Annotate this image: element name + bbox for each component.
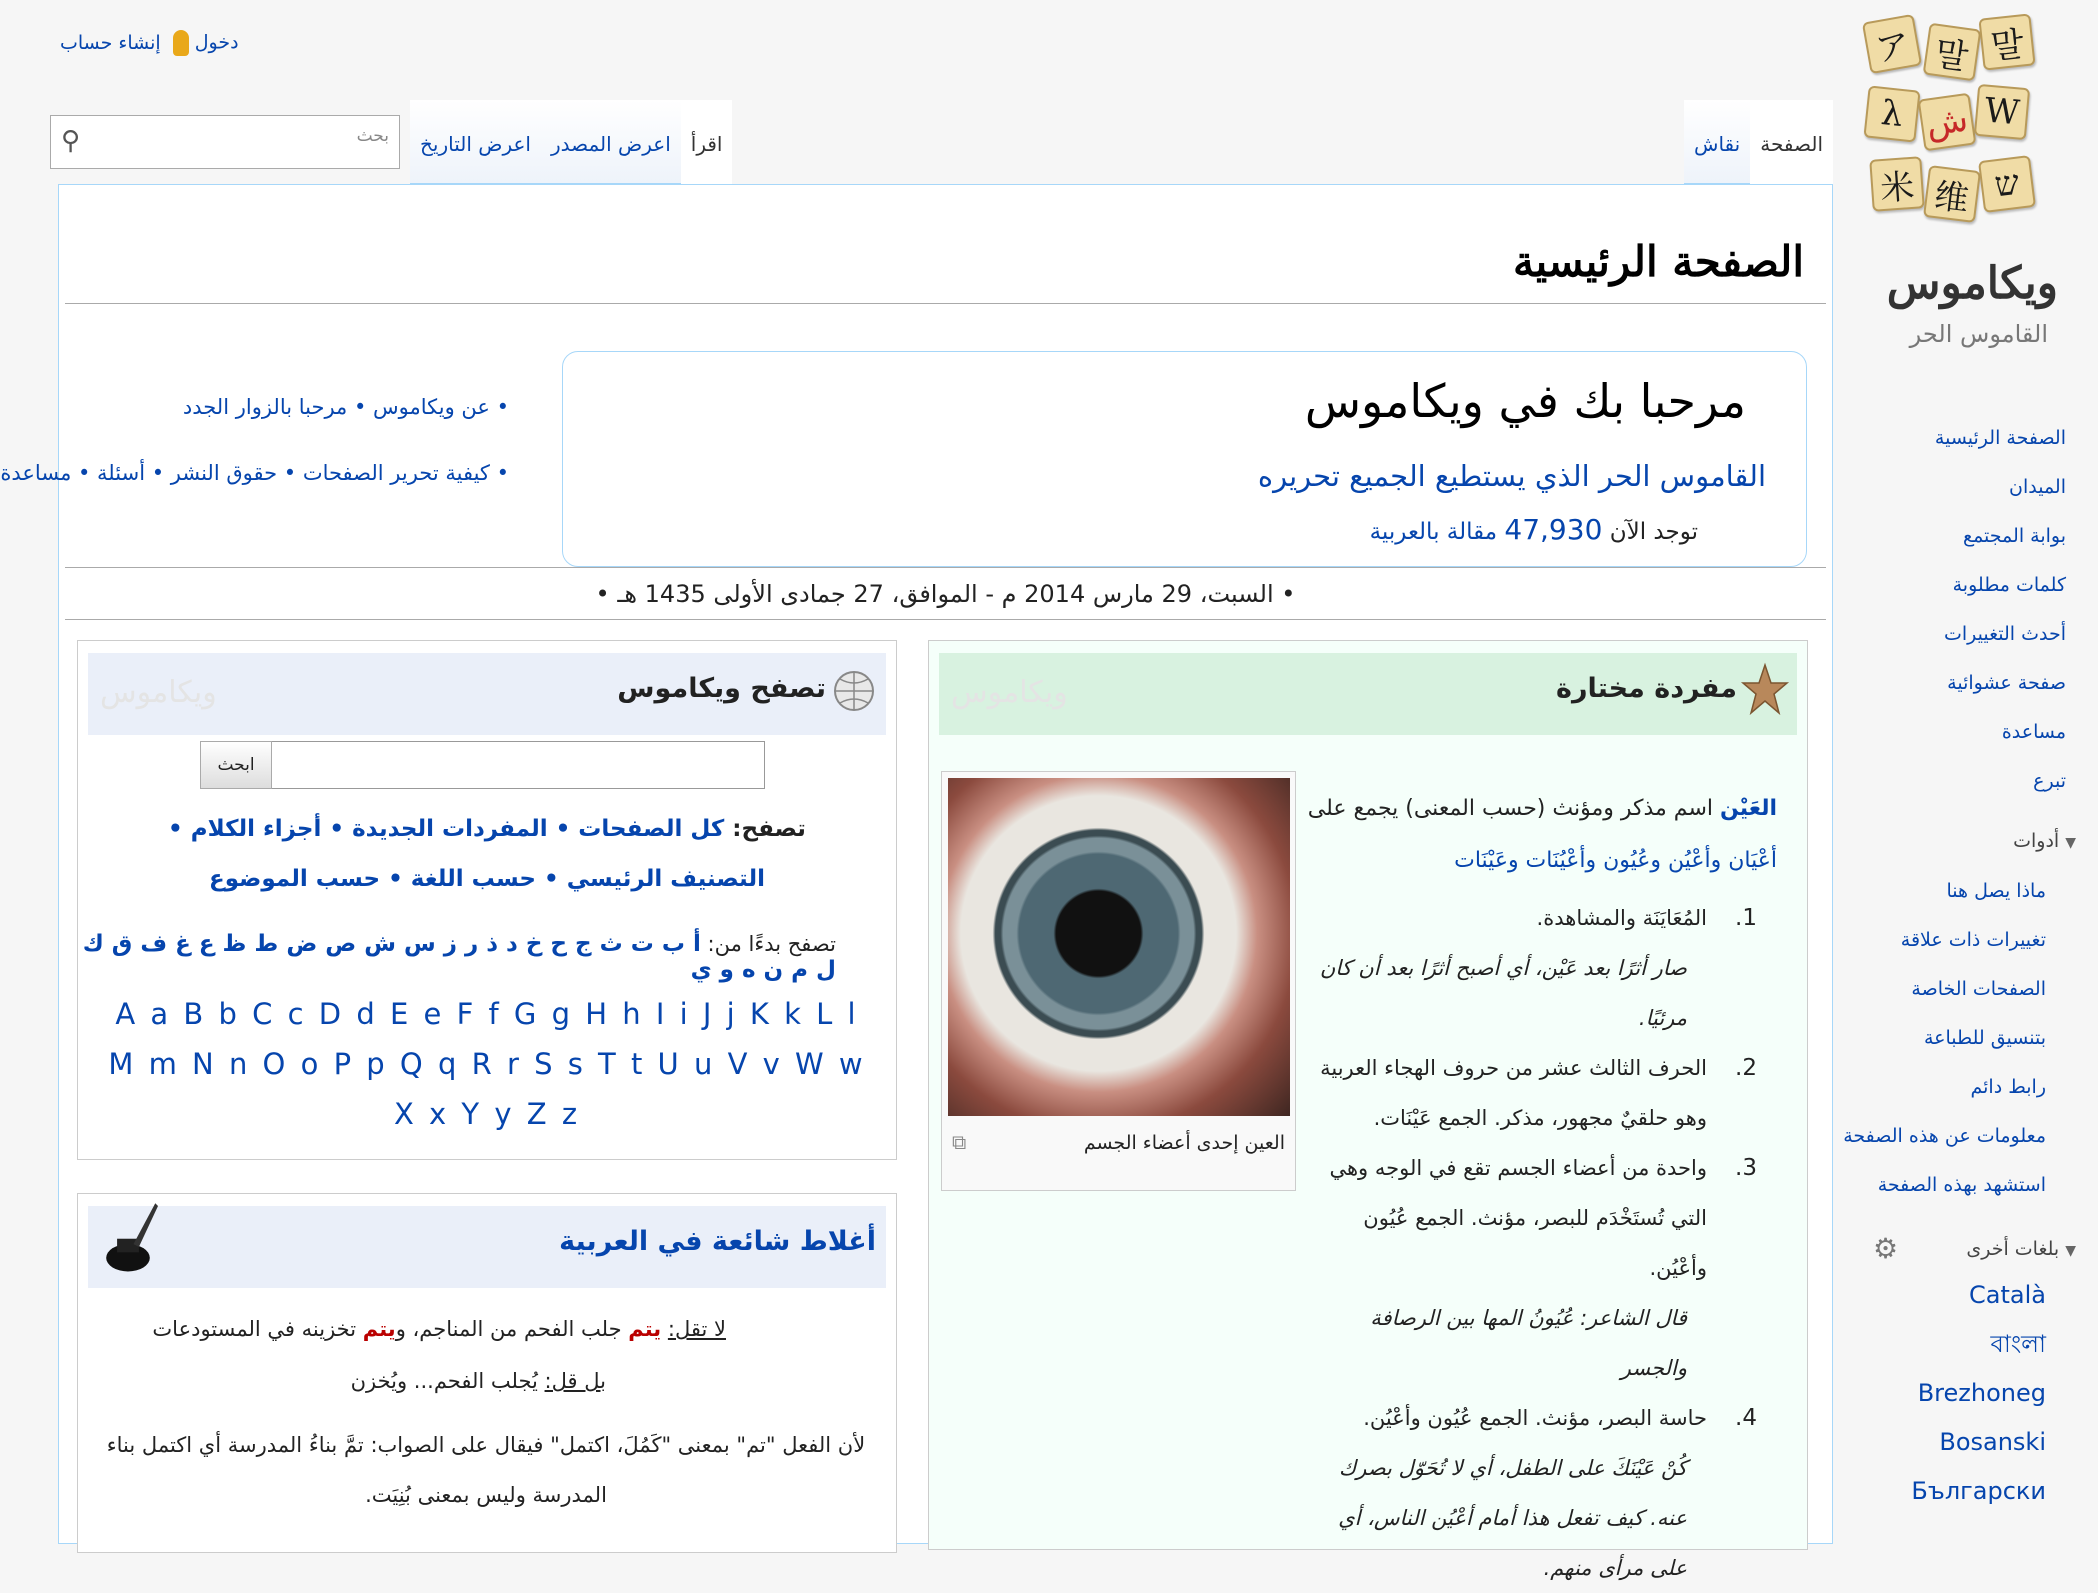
tab-label: الصفحة: [1760, 132, 1823, 156]
watermark-logo: ويكاموس: [100, 675, 217, 710]
languages-heading-label: بلغات أخرى: [1966, 1238, 2060, 1260]
tool-label: ماذا يصل هنا: [1946, 880, 2046, 902]
def-text: حاسة البصر، مؤنث. الجمع عُيُون وأعْيُن.: [1363, 1406, 1707, 1430]
arabic-letters-row: [78, 931, 836, 983]
search-input[interactable]: [50, 115, 400, 169]
tool-label: الصفحات الخاصة: [1911, 978, 2046, 1000]
tools-heading[interactable]: [2013, 830, 2076, 852]
sidebar-item-random-page[interactable]: [1935, 670, 2066, 719]
sidebar-item-label: بوابة المجتمع: [1962, 525, 2066, 547]
welcome-subtitle-link[interactable]: القاموس الحر الذي يستطيع الجميع تحريره: [1257, 459, 1766, 493]
lang-link[interactable]: [1911, 1429, 2046, 1478]
star-icon: [1743, 661, 1787, 717]
logo-name: ويكاموس: [1886, 258, 2058, 309]
tool-what-links-here[interactable]: [1843, 878, 2046, 927]
logo-tile: [1974, 84, 2030, 140]
def-text: واحدة من أعضاء الجسم تقع في الوجه وهي التي تُستَخْدَم للبصر، مؤنث. الجمع عُيُون وأعْيُن.: [1329, 1156, 1707, 1280]
explanation-text: لأن الفعل "تم" بمعنى "كَمُلَ، اكتمل" فيقال على الصواب: تمَّ بناءُ المدرسة أي اكتمل بناء المدرسة وليس بمعنى بُنِيَت.: [106, 1433, 866, 1507]
logo-tile: [1923, 23, 1982, 82]
tool-page-info[interactable]: [1843, 1123, 2046, 1172]
browse-search-button[interactable]: ابحث: [200, 741, 272, 789]
lang-label: Български: [1911, 1477, 2046, 1505]
logo-glyph: W: [1982, 90, 2022, 134]
globe-icon: [832, 661, 876, 717]
def-number: 4.: [1735, 1405, 1757, 1431]
tool-label: رابط دائم: [1970, 1076, 2046, 1098]
say-instead-label: بل قل:: [544, 1369, 606, 1393]
errors-title[interactable]: أغلاط شائعة في العربية: [559, 1226, 876, 1257]
sidebar-item-help[interactable]: [1935, 719, 2066, 768]
def-number: 3.: [1735, 1155, 1757, 1181]
error-text: تخزينه في المستودعات: [152, 1317, 357, 1341]
lang-label: Bosanski: [1939, 1428, 2046, 1456]
date-divider-top: [65, 567, 1826, 568]
lang-label: বাংলা: [1990, 1330, 2046, 1358]
tab-talk[interactable]: [1684, 100, 1750, 184]
wrong-word: يتم: [628, 1317, 662, 1341]
count-prefix: توجد الآن: [1609, 519, 1698, 545]
logo-tile: [1862, 14, 1922, 74]
lang-label: Brezhoneg: [1917, 1379, 2046, 1407]
eye-image[interactable]: [948, 778, 1290, 1116]
sidebar-item-village-pump[interactable]: [1935, 474, 2066, 523]
sidebar-nav: [1935, 425, 2066, 817]
sidebar-item-label: الميدان: [2009, 476, 2066, 498]
languages-heading[interactable]: [1966, 1238, 2076, 1260]
figure-caption: العين إحدى أعضاء الجسم: [1083, 1132, 1285, 1154]
error-text: جلب الفحم من المناجم، و: [395, 1317, 622, 1341]
logo-glyph: 米: [1878, 166, 1916, 209]
login-link[interactable]: دخول: [194, 31, 239, 54]
content-area: [0, 184, 1833, 1580]
sidebar-item-label: الصفحة الرئيسية: [1934, 427, 2066, 449]
logo-glyph: 말: [1932, 33, 1971, 78]
tab-label: اعرض المصدر: [550, 132, 671, 156]
featured-figure: [941, 771, 1296, 1191]
arabic-letter-links[interactable]: أ ب ت ث ج ح خ د ذ ر ز س ش ص ض ط ظ ع غ ف ق ك ل م ن ه و ي: [82, 931, 836, 983]
definition-list: [1307, 893, 1757, 1593]
tool-special-pages[interactable]: [1843, 976, 2046, 1025]
sidebar-item-wanted-words[interactable]: [1935, 572, 2066, 621]
logo-glyph: 维: [1932, 175, 1971, 220]
tab-label: اعرض التاريخ: [420, 132, 531, 156]
tool-permalink[interactable]: [1843, 1074, 2046, 1123]
browse-nav: [118, 804, 856, 904]
definition-item: [1307, 1143, 1757, 1393]
browse-nav-links[interactable]: كل الصفحات • المفردات الجديدة • أجزاء الكلام • التصنيف الرئيسي • حسب اللغة • حسب الموضوع: [168, 816, 765, 892]
count-number-link[interactable]: 47,930: [1504, 513, 1603, 546]
chevron-down-icon: ▼: [2065, 1243, 2076, 1259]
sidebar-item-label: كلمات مطلوبة: [1952, 574, 2066, 596]
tab-view-history[interactable]: [410, 100, 541, 184]
featured-intro: [1307, 783, 1777, 887]
date-line: • السبت، 29 مارس 2014 م - الموافق، 27 جمادى الأولى 1435 هـ •: [595, 580, 1296, 608]
correction-line: [351, 1369, 606, 1393]
tab-page[interactable]: [1750, 100, 1833, 184]
featured-intro-text: اسم مذكر ومؤنث (حسب المعنى) يجمع على: [1307, 796, 1713, 821]
sidebar-item-label: تبرع: [2033, 770, 2066, 792]
tool-label: تغييرات ذات علاقة: [1900, 929, 2046, 951]
def-number: 1.: [1735, 905, 1757, 931]
def-example: كُنْ عَيْنَكَ على الطفل، أي لا تُحَوّل بصرك عنه. كيف تفعل هذا أمام أعْيُن الناس، أي على مرأى منهم.: [1338, 1456, 1687, 1580]
tab-read[interactable]: [681, 100, 733, 184]
welcome-links-row[interactable]: • عن ويكاموس • مرحبا بالزوار الجدد: [182, 395, 509, 419]
errors-header: [88, 1206, 886, 1288]
lang-link[interactable]: [1911, 1282, 2046, 1331]
tool-label: معلومات عن هذه الصفحة: [1843, 1125, 2046, 1147]
def-text: الحرف الثالث عشر من حروف الهجاء العربية وهو حلقيٌ مجهور، مذكر. الجمع عَيْنَات.: [1320, 1056, 1707, 1130]
title-divider: [65, 303, 1826, 304]
sidebar-item-main-page[interactable]: [1935, 425, 2066, 474]
chevron-down-icon: ▼: [2065, 835, 2076, 851]
featured-title: مفردة مختارة: [1556, 673, 1737, 704]
logo-glyph: ア: [1872, 24, 1913, 71]
featured-header: [939, 653, 1797, 735]
lang-link[interactable]: [1911, 1380, 2046, 1429]
tab-view-source[interactable]: [541, 100, 681, 184]
user-icon: [173, 30, 189, 56]
sidebar-item-donate[interactable]: [1935, 768, 2066, 817]
tools-heading-label: أدوات: [2013, 830, 2060, 852]
dont-say-label: لا تقل:: [667, 1317, 726, 1341]
logo-glyph: ﺵ: [1923, 99, 1971, 145]
welcome-title: مرحبا بك في ويكاموس: [1304, 374, 1746, 428]
logo-tile: [1978, 13, 2035, 70]
tool-related-changes[interactable]: [1843, 927, 2046, 976]
welcome-links: [0, 395, 509, 527]
logo-tile: [1978, 155, 2036, 213]
sidebar-item-community-portal[interactable]: [1935, 523, 2066, 572]
logo-tile: [1869, 156, 1925, 212]
browse-header: [88, 653, 886, 735]
browse-search: [200, 741, 780, 791]
tool-label: بتنسيق للطباعة: [1923, 1027, 2046, 1049]
search-icon[interactable]: ⚲: [61, 126, 81, 156]
count-suffix-link[interactable]: مقالة بالعربية: [1369, 519, 1498, 545]
article-count: [1370, 513, 1698, 546]
logo-tile: [1923, 165, 1981, 223]
logo-glyph: λ: [1879, 92, 1905, 136]
arabic-letters-label: تصفح بدءًا من:: [707, 932, 836, 956]
logo-tagline: القاموس الحر: [1909, 320, 2048, 348]
def-example: صار أثرًا بعد عَيْن، أي أصبح أثرًا بعد أن كان مرئيًا.: [1319, 956, 1687, 1030]
logo-tile: [1863, 85, 1920, 142]
inkwell-icon: [98, 1196, 158, 1276]
browse-nav-label: تصفح:: [732, 816, 806, 842]
logo-tile: [1918, 93, 1977, 152]
date-divider-bottom: [65, 619, 1826, 620]
lang-label: Català: [1969, 1281, 2046, 1309]
tool-label: استشهد بهذه الصفحة: [1877, 1174, 2046, 1196]
featured-word-link[interactable]: العَيْن: [1720, 796, 1777, 821]
logo-glyph: 말: [1988, 23, 2026, 68]
page-title: الصفحة الرئيسية: [1512, 237, 1804, 286]
create-account-link[interactable]: إنشاء حساب: [60, 31, 161, 54]
language-list: [1911, 1282, 2046, 1527]
tool-printable[interactable]: [1843, 1025, 2046, 1074]
tab-label: اقرأ: [690, 132, 723, 156]
def-text: المُعَايَنَة والمشاهدة.: [1536, 906, 1707, 930]
watermark-logo: ويكاموس: [951, 675, 1068, 710]
definition-item: [1307, 893, 1757, 1043]
browse-title: تصفح ويكاموس: [617, 673, 826, 704]
wrong-word: يتم: [362, 1317, 396, 1341]
logo-glyph: ש: [1992, 162, 2022, 206]
sidebar: [1833, 0, 2098, 1536]
latin-letter-links[interactable]: A a B b C c D d E e F f G g H h I i J j K k L l M m N n O o P p Q q R r S s T t U u V v W w X x Y y Z z: [108, 997, 866, 1131]
browse-search-input[interactable]: [260, 741, 765, 789]
sidebar-item-recent-changes[interactable]: [1935, 621, 2066, 670]
definition-item: [1307, 1043, 1757, 1143]
featured-word-panel: [928, 640, 1808, 1580]
view-tabs: [410, 100, 732, 184]
gear-icon[interactable]: ⚙: [1873, 1232, 1899, 1265]
site-logo[interactable]: [1853, 8, 2058, 348]
welcome-links-row[interactable]: • كيفية تحرير الصفحات • حقوق النشر • أسئلة • مساعدة: [0, 461, 509, 485]
namespace-tabs: [1684, 100, 1833, 184]
sidebar-item-label: صفحة عشوائية: [1947, 672, 2066, 694]
plural-links[interactable]: أعْيَان وأعْيُن وعُيُون وأعْيُنَات وعَيْنَات: [1454, 848, 1777, 873]
sidebar-item-label: مساعدة: [2001, 721, 2066, 743]
tool-cite[interactable]: [1843, 1172, 2046, 1221]
welcome-box: [562, 351, 1807, 567]
common-errors-panel: [77, 1193, 897, 1553]
tab-label: نقاش: [1694, 132, 1741, 156]
enlarge-icon[interactable]: ⧉: [952, 1130, 967, 1154]
personal-tools: [50, 30, 239, 56]
search-placeholder: بحث: [356, 126, 389, 146]
error-line: [152, 1317, 726, 1341]
def-number: 2.: [1735, 1055, 1757, 1081]
correction-text: يُجلب الفحم... ويُخزن: [350, 1369, 538, 1393]
lang-link[interactable]: [1911, 1478, 2046, 1527]
def-example: قال الشاعر: عُيُونُ المها بين الرصافة والجسر: [1370, 1306, 1687, 1380]
sidebar-item-label: أحدث التغييرات: [1943, 623, 2066, 645]
tools-list: [1843, 878, 2046, 1221]
definition-item: [1307, 1393, 1757, 1593]
lang-link[interactable]: [1911, 1331, 2046, 1380]
browse-panel: [77, 640, 897, 1160]
